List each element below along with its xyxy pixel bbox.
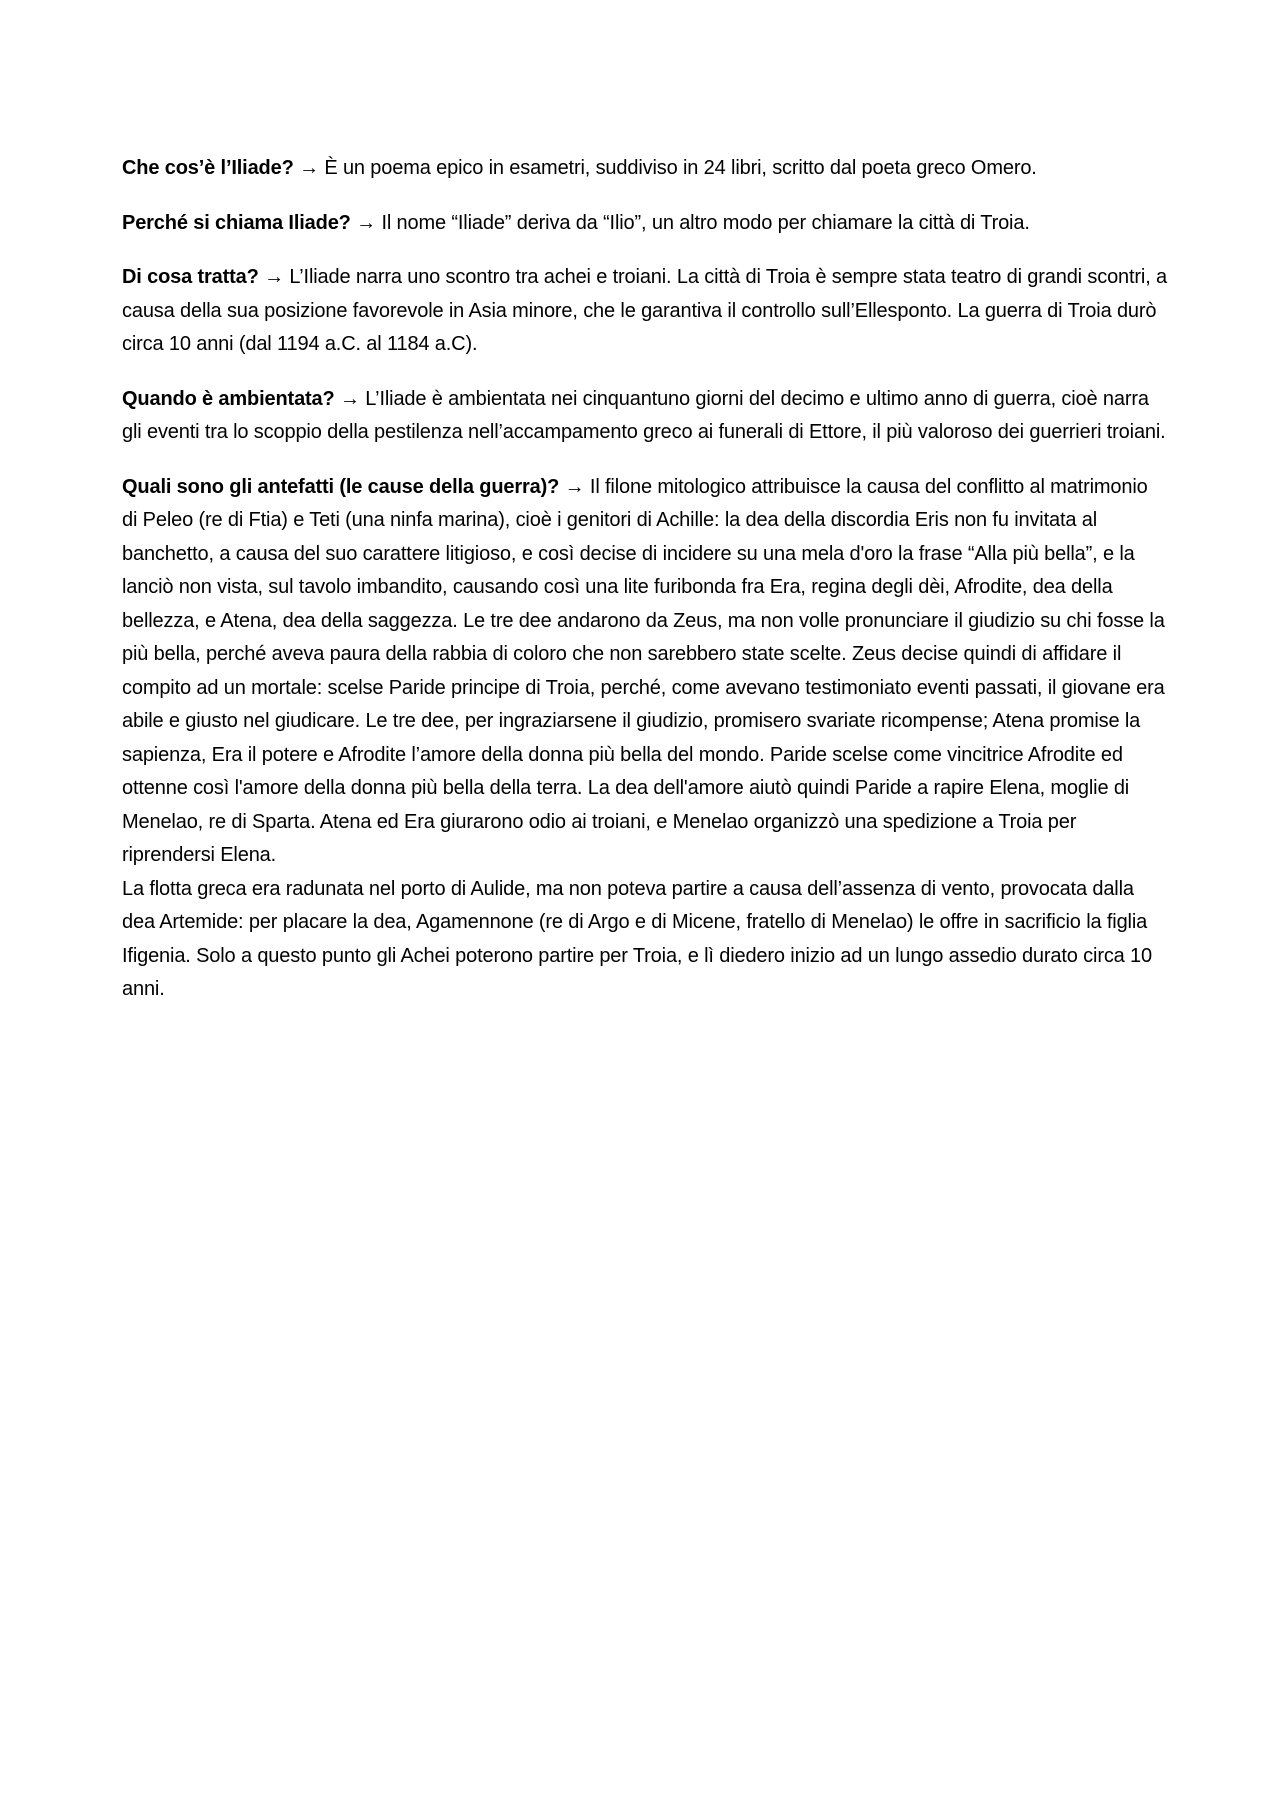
answer-text: Il nome “Iliade” deriva da “Ilio”, un altro modo per chiamare la città di Troia. [381,211,1030,234]
answer-text: È un poema epico in esametri, suddiviso in 24 libri, scritto dal poeta greco Omero. [324,157,1037,179]
closing-paragraph: La flotta greca era radunata nel porto di Aulide, ma non poteva partire a causa dell’assenza di vento, provocata dalla dea Artemide: per placare la dea, Agamennone (re di Argo e di Micene, fratello di Menelao) le offre in sacrificio la figlia Ifigenia. Solo a questo punto gli Achei poterono partire per Troia, e lì diedero inizio ad un lungo assedio durato circa 10 anni. [122,877,1153,1000]
qa-paragraph-setting-time [122,383,1167,450]
qa-paragraph-what-is-iliad [122,152,1167,186]
arrow-right-icon: → [264,266,284,288]
question-text: Che cos’è l’Iliade? [122,157,294,179]
question-text: Quando è ambientata? [122,387,335,410]
question-text: Quali sono gli antefatti (le cause della guerra)? [122,475,560,498]
answer-text: L’Iliade è ambientata nei cinquantuno giorni del decimo e ultimo anno di guerra, cioè narra gli eventi tra lo scoppio della pestilenza nell’accampamento greco ai funerali di Ettore, il più valoroso dei guerrieri troiani. [122,387,1166,443]
qa-paragraph-antecedents [122,471,1167,873]
answer-text: Il filone mitologico attribuisce la causa del conflitto al matrimonio di Peleo (re di Ftia) e Teti (una ninfa marina), cioè i genitori di Achille: la dea della discordia Eris non fu invitata al banchetto, a causa del suo carattere litigioso, e così decise di incidere su una mela d'oro la frase “Alla più bella”, e la lanciò non vista, sul tavolo imbandito, causando così una lite furibonda fra Era, regina degli dèi, Afrodite, dea della bellezza, e Atena, dea della saggezza. Le tre dee andarono da Zeus, ma non volle pronunciare il giudizio su chi fosse la più bella, perché aveva paura della rabbia di coloro che non sarebbero state scelte. Zeus decise quindi di affidare il compito ad un mortale: scelse Paride principe di Troia, perché, come avevano testimoniato eventi passati, il giovane era abile e giusto nel giudicare. Le tre dee, per ingraziarsene il giudizio, promisero svariate ricompense; Atena promise la sapienza, Era il potere e Afrodite l’amore della donna più bella del mondo. Paride scelse come vincitrice Afrodite ed ottenne così l'amore della donna più bella della terra. La dea dell'amore aiutò quindi Paride a rapire Elena, moglie di Menelao, re di Sparta. Atena ed Era giurarono odio ai troiani, e Menelao organizzò una spedizione a Troia per riprendersi Elena. [122,475,1165,866]
qa-paragraph-subject [122,261,1167,362]
arrow-right-icon: → [564,475,585,498]
arrow-right-icon: → [340,387,360,410]
question-text: Perché si chiama Iliade? [122,211,351,234]
answer-text: L’Iliade narra uno scontro tra achei e troiani. La città di Troia è sempre stata teatro di grandi scontri, a causa della sua posizione favorevole in Asia minore, che le garantiva il controllo sull’Ellesponto. La guerra di Troia durò circa 10 anni (dal 1194 a.C. al 1184 a.C). [122,266,1168,355]
arrow-right-icon: → [299,157,319,179]
document-body [122,152,1167,1028]
qa-paragraph-name-origin [122,207,1167,241]
question-text: Di cosa tratta? [122,266,259,288]
arrow-right-icon: → [356,211,377,234]
